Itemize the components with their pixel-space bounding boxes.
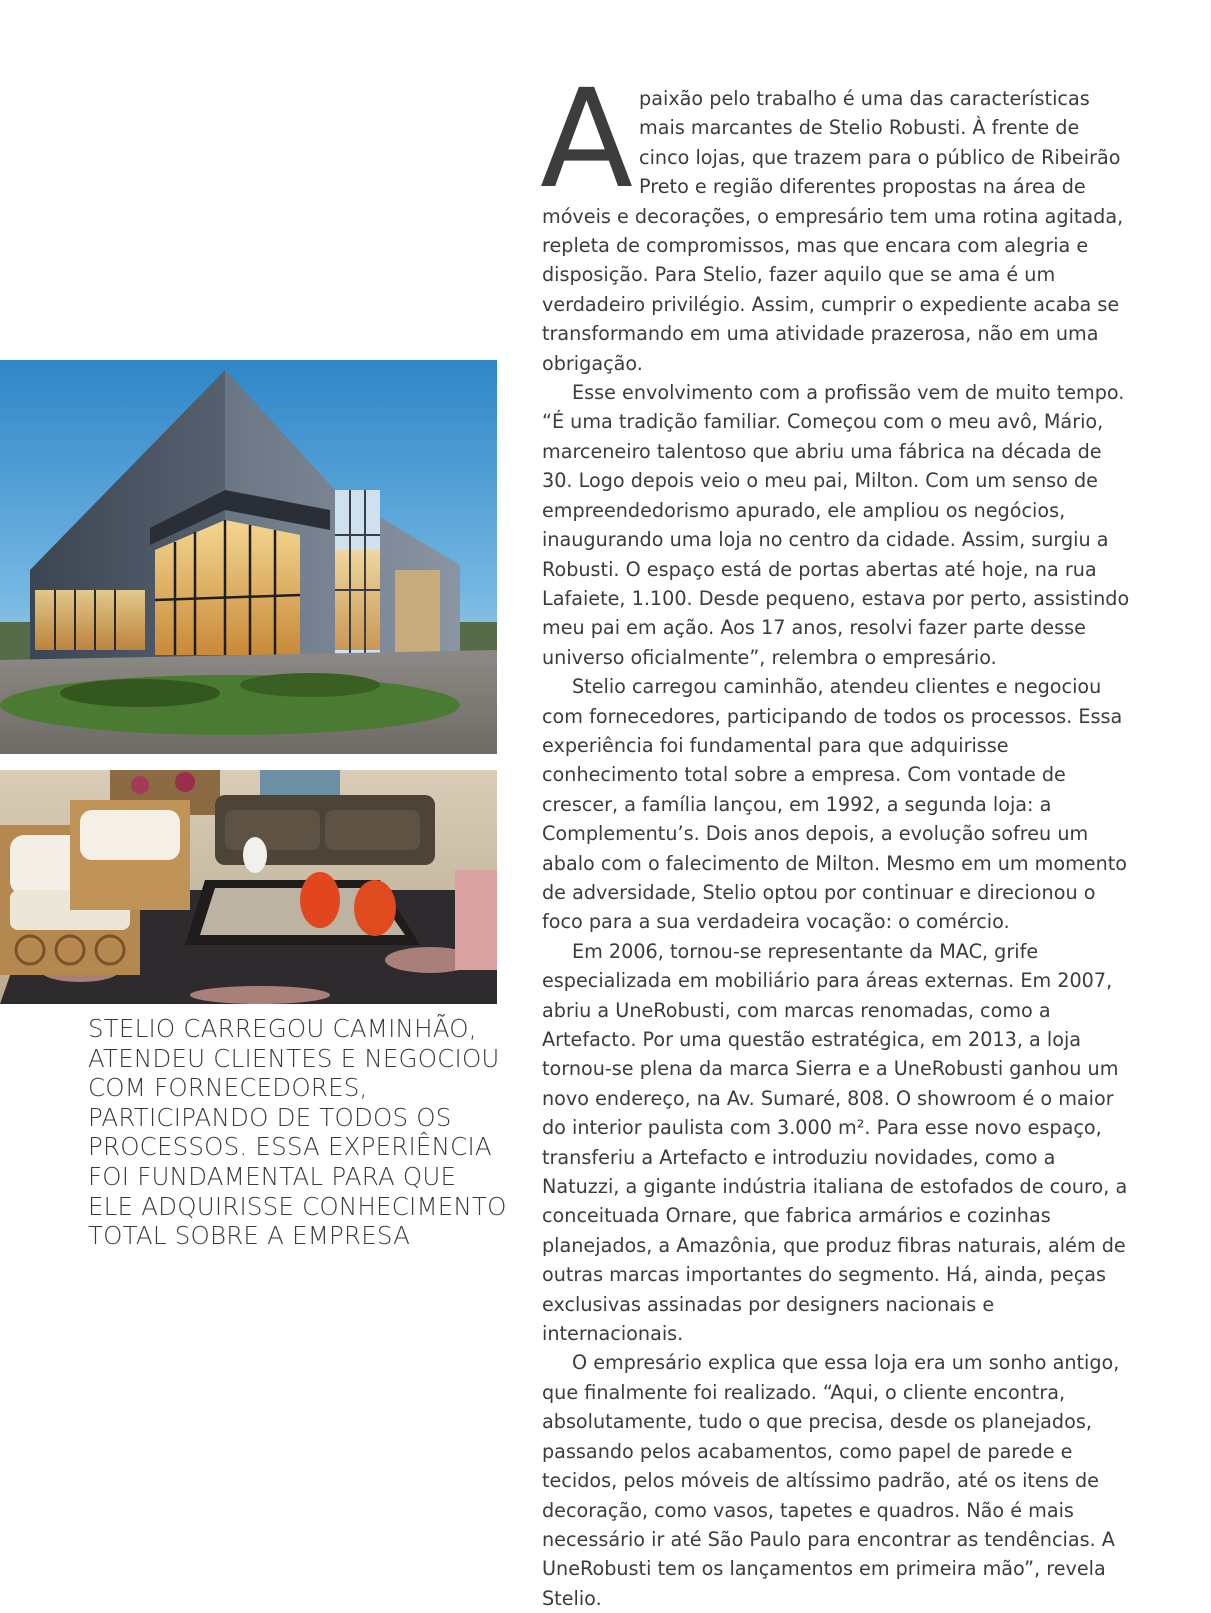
- pull-quote: STELIO CARREGOU CAMINHÃO, ATENDEU CLIENTES E NEGOCIOU COM FORNECEDORES, PARTICIPANDO DE TODOS OS PROCESSOS. ESSA EXPERIÊNCIA FOI FUNDAMENTAL PARA QUE ELE ADQUIRISSE CONHECIMENTO TOTAL SOBRE A EMPRESA: [88, 1014, 507, 1251]
- living-room-photo-icon: [0, 770, 497, 1004]
- paragraph-4: Em 2006, tornou-se representante da MAC, grife especializada em mobiliário para áreas externas. Em 2007, abriu a UneRobusti, com marcas renomadas, como a Artefacto. Por uma questão estratégica, em 2013, a loja tornou-se plena da marca Sierra e a UneRobusti ganhou um novo endereço, na Av. Sumaré, 808. O showroom é o maior do interior paulista com 3.000 m². Para esse novo espaço, transferiu a Artefacto e introduziu novidades, como a Natuzzi, a gigante indústria italiana de estofados de couro, a conceituada Ornare, que fabrica armários e cozinhas planejados, a Amazônia, que produz fibras naturais, além de outras marcas importantes do segmento. Há, ainda, peças exclusivas assinadas por designers nacionais e internacionais.: [542, 939, 1128, 1346]
- paragraph-2: Esse envolvimento com a profissão vem de muito tempo. “É uma tradição familiar. Começou com o meu avô, Mário, marceneiro talentoso que abriu uma fábrica na década de 30. Logo depois veio o meu pai, Milton. Com um senso de empreendedorismo apurado, ele ampliou os negócios, inaugurando uma loja no centro da cidade. Assim, surgiu a Robusti. O espaço está de portas abertas até hoje, na rua Lafaiete, 1.100. Desde pequeno, estava por perto, assistindo meu pai em ação. Aos 17 anos, resolvi fazer parte desse universo oficialmente”, relembra o empresário.: [542, 381, 1130, 669]
- drop-cap: A: [540, 61, 634, 219]
- paragraph-3: Stelio carregou caminhão, atendeu clientes e negociou com fornecedores, participando de todos os processos. Essa experiência foi fundamental para que adquirisse conhecimento total sobre a empresa. Com vontade de crescer, a família lançou, em 1992, a segunda loja: a Complementu’s. Dois anos depois, a evolução sofreu um abalo com o falecimento de Milton. Mesmo em um momento de adversidade, Stelio optou por continuar e direcionou o foco para a sua verdadeira vocação: o comércio.: [542, 675, 1128, 934]
- paragraph-1-text: paixão pelo trabalho é uma das características mais marcantes de Stelio Robusti. À frente de cinco lojas, que trazem para o público de Ribeirão Preto e região diferentes propostas na área de móveis e decorações, o empresário tem uma rotina agitada, repleta de compromissos, mas que encara com alegria e disposição. Para Stelio, fazer aquilo que se ama é um verdadeiro privilégio. Assim, cumprir o expediente acaba se transformando em uma atividade prazerosa, não em uma obrigação.: [542, 87, 1124, 375]
- paragraph-1: [540, 61, 1132, 378]
- store-interior-photo: [0, 770, 497, 1004]
- store-exterior-photo: [0, 360, 497, 754]
- paragraph-5: O empresário explica que essa loja era um sonho antigo, que finalmente foi realizado. “Aqui, o cliente encontra, absolutamente, tudo o que precisa, desde os planejados, passando pelos acabamentos, como papel de parede e tecidos, pelos móveis de altíssimo padrão, até os itens de decoração, como vasos, tapetes e quadros. Não é mais necessário ir até São Paulo para encontrar as tendências. A UneRobusti tem os lançamentos em primeira mão”, revela Stelio.: [542, 1351, 1120, 1610]
- article-body: [540, 61, 1132, 1613]
- building-photo-icon: [0, 360, 497, 754]
